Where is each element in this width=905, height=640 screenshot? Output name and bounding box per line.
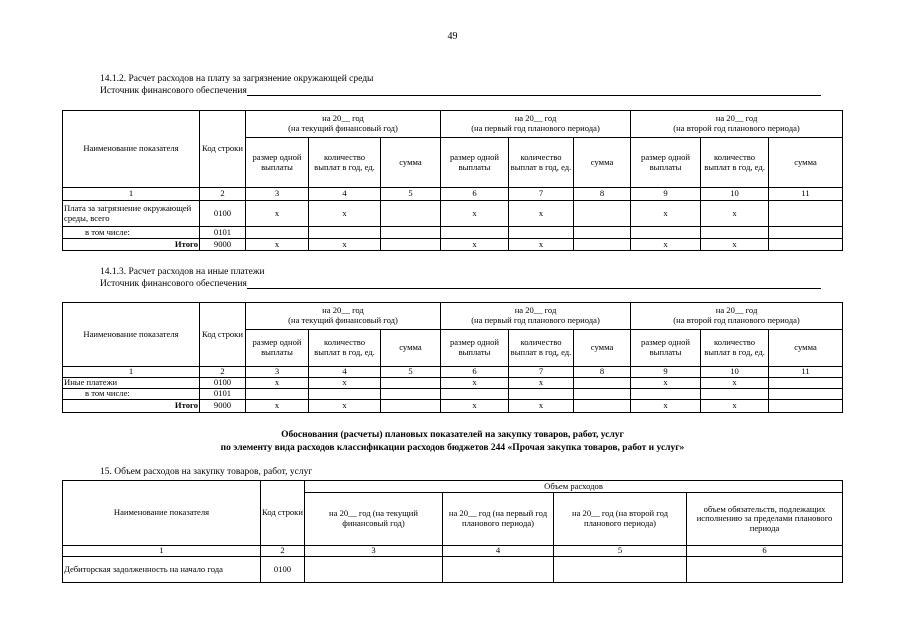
header-period-first: на 20__ год (на первый год планового периода) (441, 303, 631, 330)
header-second-plan-year: на 20__ год (на второй год планового периода) (554, 493, 687, 546)
table-row (63, 557, 843, 583)
col-num: 2 (200, 188, 246, 201)
subheader-payment-size: размер одной выплаты (441, 138, 509, 188)
table-cell[interactable] (246, 389, 309, 400)
col-num: 3 (305, 546, 443, 557)
col-num: 2 (261, 546, 305, 557)
table-cell[interactable] (701, 389, 769, 400)
col-num: 7 (509, 188, 574, 201)
subheader-payment-count: количество выплат в год, ед. (509, 330, 574, 367)
table-row (63, 201, 843, 227)
table-cell[interactable]: x (509, 201, 574, 227)
subheader-sum: сумма (769, 138, 843, 188)
table-cell[interactable] (381, 227, 441, 239)
col-num: 3 (246, 367, 309, 378)
header-name: Наименование показателя (63, 481, 261, 546)
col-num: 10 (701, 367, 769, 378)
subheader-sum: сумма (574, 330, 631, 367)
table-cell[interactable] (631, 227, 701, 239)
col-num: 4 (309, 188, 381, 201)
table-cell[interactable] (769, 201, 843, 227)
row-name: Иные платежи (63, 378, 200, 389)
col-num: 1 (63, 367, 200, 378)
col-num: 4 (309, 367, 381, 378)
table-cell[interactable] (443, 557, 554, 583)
subheader-payment-size: размер одной выплаты (441, 330, 509, 367)
header-period-current: на 20__ год (на текущий финансовый год) (246, 111, 441, 138)
subheader-payment-count: количество выплат в год, ед. (309, 138, 381, 188)
table-cell[interactable]: x (309, 239, 381, 251)
header-code: Код строки (200, 111, 246, 188)
table-cell[interactable]: x (441, 239, 509, 251)
header-first-plan-year: на 20__ год (на первый год планового периода) (443, 493, 554, 546)
header-expenses-group: Объем расходов (305, 481, 843, 493)
row-code: 0100 (200, 201, 246, 227)
table-cell[interactable] (381, 400, 441, 413)
row-name: Дебиторская задолженность на начало года (63, 557, 261, 583)
table-cell[interactable]: x (441, 400, 509, 413)
payments-table-2 (62, 302, 843, 413)
purchase-volume-table (62, 480, 843, 583)
justification-title-line1: Обоснования (расчеты) плановых показателей на закупку товаров, работ, услуг (281, 430, 624, 440)
table-cell[interactable] (381, 239, 441, 251)
table-cell[interactable]: x (631, 378, 701, 389)
subheader-payment-count: количество выплат в год, ед. (309, 330, 381, 367)
table-row (63, 389, 843, 400)
row-code: 0100 (200, 378, 246, 389)
row-code: 0101 (200, 227, 246, 239)
row-name: Итого (63, 239, 200, 251)
table-cell[interactable]: x (246, 201, 309, 227)
table-row-total (63, 239, 843, 251)
table-cell[interactable]: x (701, 378, 769, 389)
header-code: Код строки (261, 481, 305, 546)
table-cell[interactable]: x (701, 201, 769, 227)
table-cell[interactable]: x (246, 239, 309, 251)
table-cell[interactable] (574, 239, 631, 251)
table-cell[interactable] (574, 389, 631, 400)
subheader-sum: сумма (574, 138, 631, 188)
table-cell[interactable] (381, 389, 441, 400)
table-cell[interactable]: x (309, 201, 381, 227)
subheader-payment-count: количество выплат в год, ед. (509, 138, 574, 188)
column-numbers-row (63, 546, 843, 557)
col-num: 8 (574, 367, 631, 378)
row-name: Итого (63, 400, 200, 413)
table-cell[interactable] (769, 227, 843, 239)
col-num: 4 (443, 546, 554, 557)
funding-source-field[interactable] (247, 280, 821, 289)
table-cell[interactable]: x (246, 378, 309, 389)
funding-source-field[interactable] (247, 87, 821, 96)
page-number: 49 (447, 31, 458, 42)
subheader-payment-size: размер одной выплаты (631, 330, 701, 367)
table-cell[interactable]: x (441, 201, 509, 227)
table-cell[interactable] (769, 239, 843, 251)
header-period-second: на 20__ год (на второй год планового периода) (631, 111, 843, 138)
subheader-sum: сумма (769, 330, 843, 367)
table-cell[interactable]: x (509, 378, 574, 389)
col-num: 6 (687, 546, 843, 557)
col-num: 6 (441, 188, 509, 201)
col-num: 8 (574, 188, 631, 201)
col-num: 11 (769, 367, 843, 378)
subheader-sum: сумма (381, 330, 441, 367)
row-name: в том числе: (63, 227, 200, 239)
table-row (63, 378, 843, 389)
subheader-payment-size: размер одной выплаты (246, 138, 309, 188)
subheader-payment-size: размер одной выплаты (246, 330, 309, 367)
table-cell[interactable] (246, 227, 309, 239)
subheader-payment-count: количество выплат в год, ед. (701, 330, 769, 367)
table-cell[interactable] (769, 378, 843, 389)
funding-source-label: Источник финансового обеспечения (100, 86, 247, 96)
funding-source-line (100, 86, 821, 96)
col-num: 9 (631, 367, 701, 378)
table-cell[interactable] (309, 227, 381, 239)
justification-title-line2: по элементу вида расходов классификации расходов бюджетов 244 «Прочая закупка товаров, работ и услуг» (220, 443, 685, 453)
table-cell[interactable] (574, 378, 631, 389)
col-num: 1 (63, 546, 261, 557)
table-cell[interactable]: x (631, 239, 701, 251)
table-cell[interactable] (769, 400, 843, 413)
table-cell[interactable]: x (246, 400, 309, 413)
funding-source-label: Источник финансового обеспечения (100, 279, 247, 289)
col-num: 3 (246, 188, 309, 201)
subheader-sum: сумма (381, 138, 441, 188)
table-cell[interactable] (305, 557, 443, 583)
table-cell[interactable] (687, 557, 843, 583)
table-cell[interactable] (574, 227, 631, 239)
table-cell[interactable] (574, 400, 631, 413)
table-row-total (63, 400, 843, 413)
table-cell[interactable]: x (701, 400, 769, 413)
table-cell[interactable] (574, 201, 631, 227)
section-title: 15. Объем расходов на закупку товаров, работ, услуг (100, 467, 313, 477)
row-code: 0101 (200, 389, 246, 400)
table-cell[interactable] (381, 378, 441, 389)
column-numbers-row (63, 188, 843, 201)
col-num: 6 (441, 367, 509, 378)
table-cell[interactable]: x (509, 400, 574, 413)
col-num: 10 (701, 188, 769, 201)
table-cell[interactable] (309, 389, 381, 400)
row-code: 9000 (200, 400, 246, 413)
col-num: 11 (769, 188, 843, 201)
header-period-current: на 20__ год (на текущий финансовый год) (246, 303, 441, 330)
col-num: 1 (63, 188, 200, 201)
section-title: 14.1.2. Расчет расходов на плату за загрязнение окружающей среды (100, 74, 374, 84)
table-cell[interactable]: x (631, 201, 701, 227)
col-num: 5 (554, 546, 687, 557)
col-num: 9 (631, 188, 701, 201)
table-cell[interactable] (554, 557, 687, 583)
section-title: 14.1.3. Расчет расходов на иные платежи (100, 267, 265, 277)
table-cell[interactable] (509, 227, 574, 239)
header-code: Код строки (200, 303, 246, 367)
table-cell[interactable]: x (441, 378, 509, 389)
row-code: 0100 (261, 557, 305, 583)
table-cell[interactable]: x (631, 400, 701, 413)
row-code: 9000 (200, 239, 246, 251)
table-row (63, 227, 843, 239)
col-num: 2 (200, 367, 246, 378)
table-cell[interactable] (441, 227, 509, 239)
table-cell[interactable] (509, 389, 574, 400)
row-name: Плата за загрязнение окружающей среды, всего (63, 201, 200, 227)
table-cell[interactable] (441, 389, 509, 400)
header-name: Наименование показателя (63, 303, 200, 367)
table-cell[interactable]: x (509, 239, 574, 251)
table-cell[interactable] (381, 201, 441, 227)
table-cell[interactable] (769, 389, 843, 400)
funding-source-line (100, 279, 821, 289)
row-name: в том числе: (63, 389, 200, 400)
table-cell[interactable]: x (309, 400, 381, 413)
payments-table-1 (62, 110, 843, 251)
header-name: Наименование показателя (63, 111, 200, 188)
subheader-payment-size: размер одной выплаты (631, 138, 701, 188)
table-cell[interactable]: x (309, 378, 381, 389)
header-beyond-plan: объем обязательств, подлежащих исполнению за пределами планового периода (687, 493, 843, 546)
col-num: 5 (381, 367, 441, 378)
column-numbers-row (63, 367, 843, 378)
header-period-second: на 20__ год (на второй год планового периода) (631, 303, 843, 330)
col-num: 7 (509, 367, 574, 378)
header-period-first: на 20__ год (на первый год планового периода) (441, 111, 631, 138)
table-cell[interactable] (631, 389, 701, 400)
table-cell[interactable] (701, 227, 769, 239)
table-cell[interactable]: x (701, 239, 769, 251)
col-num: 5 (381, 188, 441, 201)
header-current-year: на 20__ год (на текущий финансовый год) (305, 493, 443, 546)
subheader-payment-count: количество выплат в год, ед. (701, 138, 769, 188)
